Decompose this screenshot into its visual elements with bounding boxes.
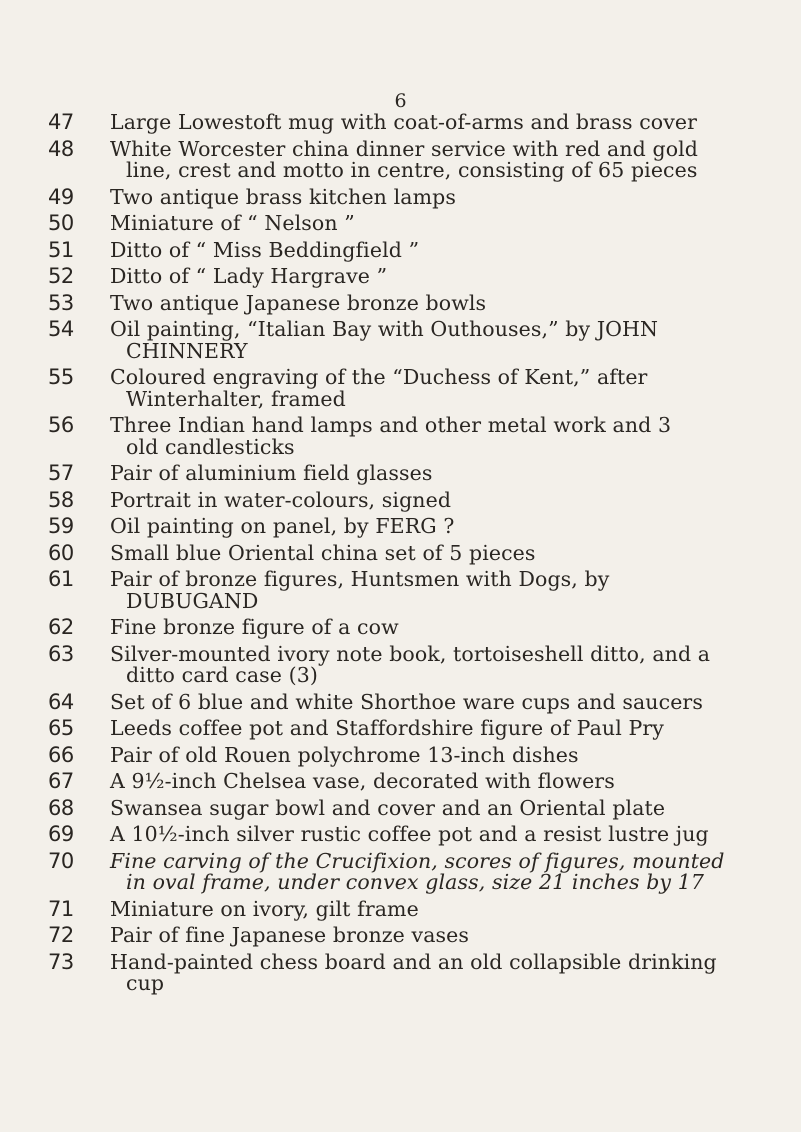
lot-number: 63: [48, 641, 74, 666]
lot-description-line: Set of 6 blue and white Shorthoe ware cups and saucers: [110, 689, 703, 714]
lot-item: [0, 112, 801, 134]
lot-description-continuation: CHINNERY: [126, 338, 248, 363]
lot-description: [110, 925, 781, 947]
lot-description: [110, 290, 781, 315]
lot-item: [0, 319, 801, 362]
lot-description: [110, 641, 781, 687]
lot-number: 55: [48, 365, 74, 389]
lot-description-continuation: old candlesticks: [126, 434, 295, 459]
lot-description: [110, 569, 781, 612]
lot-description-line: White Worcester china dinner service with red and gold: [110, 136, 699, 161]
lot-list: [0, 112, 801, 1000]
lot-description-line: Coloured engraving of the “Duchess of Kent,” after: [110, 365, 648, 389]
lot-item: [0, 487, 801, 512]
lot-item: [0, 718, 801, 740]
lot-description: [110, 415, 781, 458]
lot-number: 73: [48, 949, 74, 974]
lot-item: [0, 213, 801, 235]
lot-number: 67: [48, 769, 74, 793]
lot-item: [0, 949, 801, 995]
lot-number: 57: [48, 461, 74, 485]
lot-number: 52: [48, 264, 74, 288]
lot-number: 68: [48, 795, 74, 820]
lot-description-line: Miniature of “ Nelson ”: [110, 211, 355, 235]
lot-description: [110, 742, 781, 767]
lot-description: [110, 112, 781, 134]
lot-item: [0, 689, 801, 714]
lot-description: [110, 487, 781, 512]
lot-number: 66: [48, 742, 74, 767]
lot-description: [110, 896, 781, 921]
lot-description: [110, 463, 781, 485]
lot-item: [0, 641, 801, 687]
lot-description-line: Leeds coffee pot and Staffordshire figure of Paul Pry: [110, 716, 664, 740]
lot-description-line: Hand-painted chess board and an old collapsible drinking: [110, 949, 717, 974]
lot-description: [110, 540, 781, 565]
lot-description-line: A 9½-inch Chelsea vase, decorated with flowers: [110, 769, 615, 793]
lot-description-line: Three Indian hand lamps and other metal work and 3: [110, 413, 672, 437]
lot-description: [110, 266, 781, 288]
lot-description-line: Miniature on ivory, gilt frame: [110, 896, 419, 921]
lot-number: 65: [48, 716, 74, 740]
lot-item: [0, 569, 801, 612]
lot-number: 53: [48, 290, 74, 315]
lot-number: 51: [48, 237, 74, 262]
lot-description-line: Pair of old Rouen polychrome 13-inch dishes: [110, 742, 579, 767]
lot-description-line: Two antique Japanese bronze bowls: [110, 290, 487, 315]
lot-number: 48: [48, 136, 74, 161]
lot-description-line: Small blue Oriental china set of 5 pieces: [110, 540, 536, 565]
lot-description-line: A 10½-inch silver rustic coffee pot and a resist lustre jug: [110, 822, 709, 846]
lot-description: [110, 136, 781, 182]
lot-description-line: Fine bronze figure of a cow: [110, 615, 399, 639]
lot-item: [0, 290, 801, 315]
lot-item: [0, 136, 801, 182]
lot-description-line: Fine carving of the Crucifixion, scores of figures, mounted: [110, 848, 725, 873]
lot-description: [110, 771, 781, 793]
lot-item: [0, 795, 801, 820]
lot-item: [0, 925, 801, 947]
lot-description: [110, 213, 781, 235]
lot-item: [0, 463, 801, 485]
lot-description-line: Swansea sugar bowl and cover and an Oriental plate: [110, 795, 666, 820]
lot-number: 60: [48, 540, 74, 565]
lot-item: [0, 617, 801, 639]
lot-description-continuation: DUBUGAND: [126, 588, 259, 613]
lot-number: 71: [48, 896, 74, 921]
lot-item: [0, 415, 801, 458]
lot-description-line: Ditto of “ Lady Hargrave ”: [110, 264, 388, 288]
lot-item: [0, 771, 801, 793]
lot-description-line: Oil painting on panel, by FERG ?: [110, 514, 455, 538]
lot-description: [110, 689, 781, 714]
lot-description-line: Two antique brass kitchen lamps: [110, 184, 456, 209]
lot-description: [110, 795, 781, 820]
lot-number: 54: [48, 317, 74, 341]
lot-number: 72: [48, 923, 74, 947]
lot-description: [110, 848, 781, 894]
lot-item: [0, 540, 801, 565]
lot-number: 58: [48, 487, 74, 512]
lot-item: [0, 516, 801, 538]
lot-number: 62: [48, 615, 74, 639]
lot-description: [110, 617, 781, 639]
lot-description-continuation: line, crest and motto in centre, consisting of 65 pieces: [126, 158, 698, 182]
lot-description-line: Silver-mounted ivory note book, tortoiseshell ditto, and a: [110, 641, 711, 666]
lot-number: 59: [48, 514, 74, 538]
lot-description: [110, 367, 781, 410]
lot-description-continuation: ditto card case (3): [126, 663, 318, 687]
lot-item: [0, 742, 801, 767]
lot-number: 70: [48, 848, 74, 873]
lot-item: [0, 237, 801, 262]
page-number: 6: [394, 90, 407, 112]
lot-number: 56: [48, 413, 74, 437]
lot-description-continuation: in oval frame, under convex glass, size 21 inches by 17: [126, 870, 705, 894]
lot-item: [0, 824, 801, 846]
lot-item: [0, 266, 801, 288]
lot-item: [0, 367, 801, 410]
lot-description-line: Pair of aluminium field glasses: [110, 461, 433, 485]
lot-description-line: Ditto of “ Miss Beddingfield ”: [110, 237, 420, 262]
lot-description-line: Pair of fine Japanese bronze vases: [110, 923, 469, 947]
lot-description-line: Portrait in water-colours, signed: [110, 487, 452, 512]
lot-description: [110, 237, 781, 262]
lot-description-continuation: Winterhalter, framed: [126, 386, 346, 411]
lot-number: 49: [48, 184, 74, 209]
lot-description: [110, 824, 781, 846]
lot-description: [110, 516, 781, 538]
lot-number: 69: [48, 822, 74, 846]
lot-description: [110, 319, 781, 362]
lot-description: [110, 718, 781, 740]
lot-description: [110, 184, 781, 209]
lot-description-continuation: cup: [126, 971, 165, 995]
lot-item: [0, 896, 801, 921]
lot-description-line: Oil painting, “Italian Bay with Outhouses,” by JOHN: [110, 317, 659, 341]
lot-item: [0, 848, 801, 894]
lot-description-line: Large Lowestoft mug with coat-of-arms and brass cover: [110, 110, 698, 134]
lot-number: 50: [48, 211, 74, 235]
lot-description-line: Pair of bronze figures, Huntsmen with Dogs, by: [110, 567, 610, 591]
lot-number: 64: [48, 689, 74, 714]
lot-number: 47: [48, 110, 74, 134]
lot-item: [0, 184, 801, 209]
lot-description: [110, 949, 781, 995]
lot-number: 61: [48, 567, 74, 591]
